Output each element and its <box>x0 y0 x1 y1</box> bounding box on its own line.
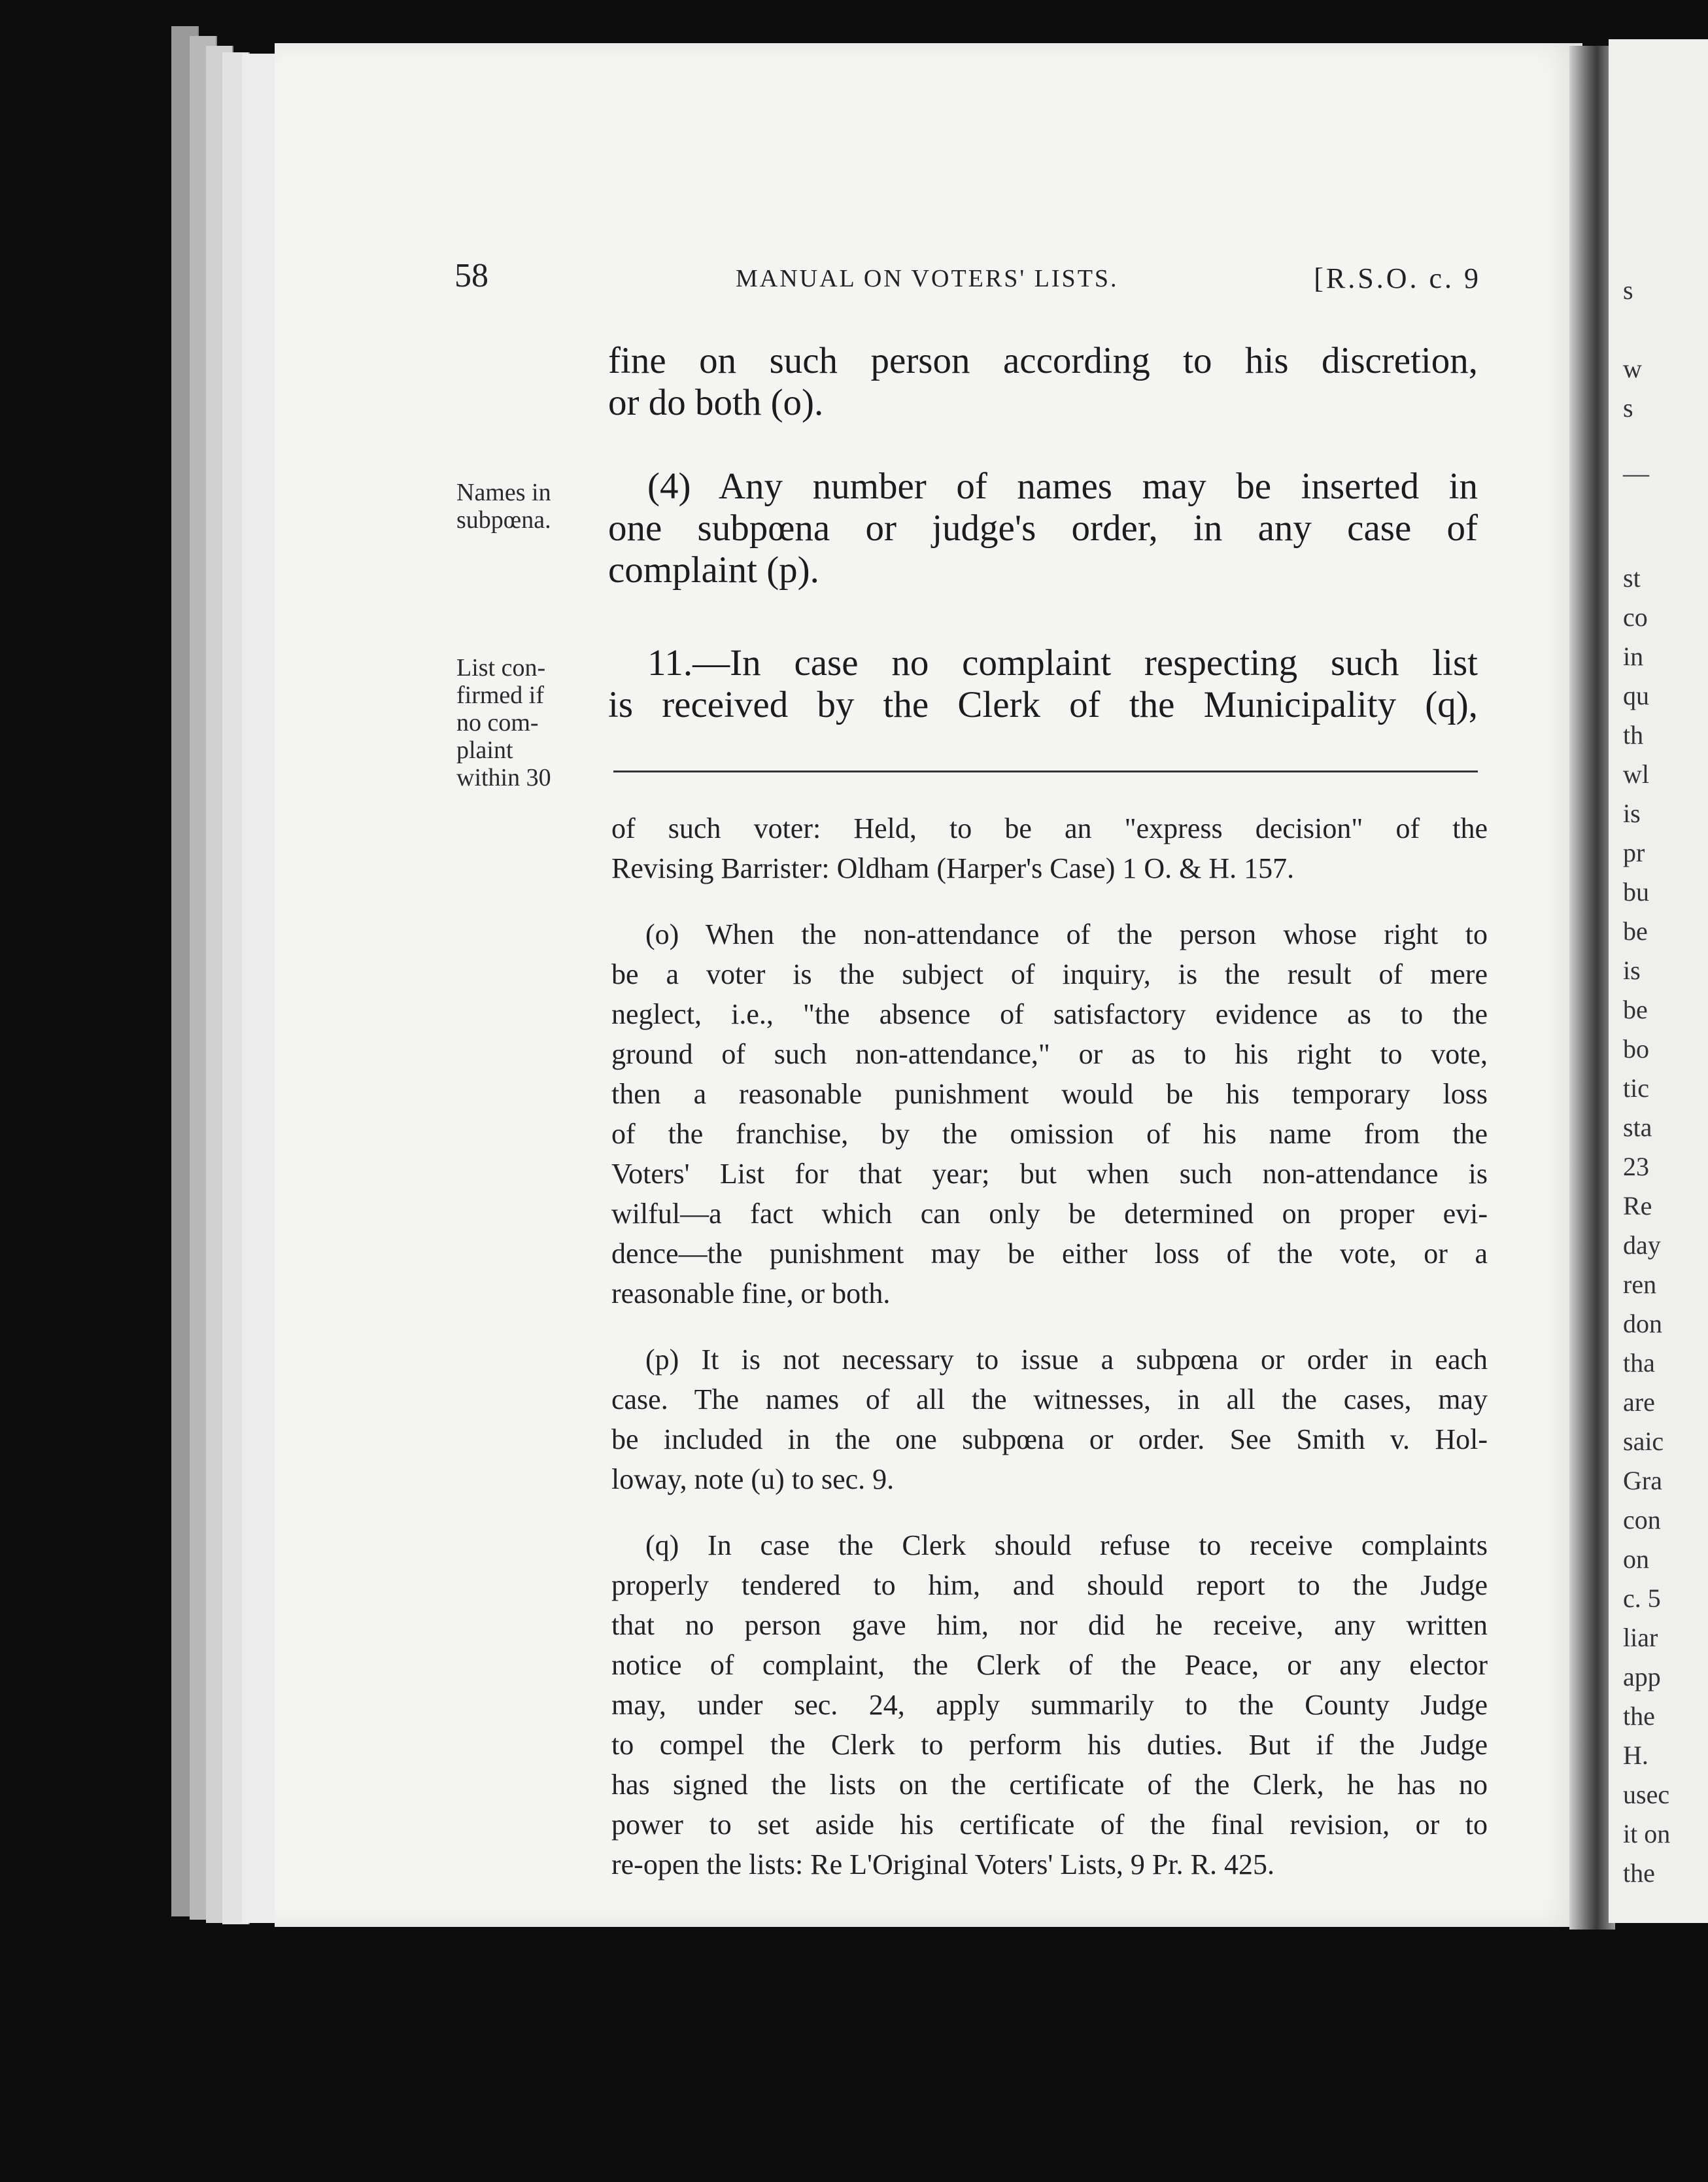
footnote-p <box>611 1340 1488 1499</box>
facing-page-fragment: on <box>1623 1544 1649 1574</box>
margin-note-line: subpœna. <box>456 506 551 534</box>
facing-page-fragment: H. <box>1623 1740 1648 1770</box>
facing-page-fragment: sta <box>1623 1113 1652 1142</box>
text-line: fine on such person according to his discretion, <box>608 340 1478 381</box>
footnote-q <box>611 1525 1488 1884</box>
footnote-line: be included in the one subpœna or order. See Smith v. Hol- <box>611 1423 1488 1455</box>
footnote-line: (q) In case the Clerk should refuse to receive complaints <box>645 1529 1488 1561</box>
facing-page-fragment: c. 5 <box>1623 1584 1661 1613</box>
page-header <box>454 256 1481 302</box>
text-line: is received by the Clerk of the Municipality (q), <box>608 684 1478 725</box>
page-number: 58 <box>454 257 488 294</box>
facing-page <box>1609 39 1708 1923</box>
footnote-line: be a voter is the subject of inquiry, is the result of mere <box>611 958 1488 990</box>
text-line: complaint (p). <box>608 549 819 591</box>
footnote-line: wilful—a fact which can only be determined on proper evi- <box>611 1198 1488 1230</box>
text-line: or do both (o). <box>608 382 824 423</box>
footnote-line: of such voter: Held, to be an "express decision" of the <box>611 812 1488 844</box>
footnote-line: that no person gave him, nor did he receive, any written <box>611 1609 1488 1641</box>
facing-page-fragment: app <box>1623 1662 1661 1691</box>
facing-page-fragment: Re <box>1623 1191 1652 1221</box>
facing-page-fragment: be <box>1623 916 1648 946</box>
facing-page-fragment: day <box>1623 1230 1661 1260</box>
facing-page-fragment: — <box>1623 459 1649 488</box>
text-line: (4) Any number of names may be inserted in <box>647 466 1478 507</box>
main-text-section-11 <box>608 642 1478 726</box>
facing-page-fragment: are <box>1623 1387 1655 1417</box>
footnotes <box>611 808 1488 1911</box>
facing-page-fragment: usec <box>1623 1780 1670 1809</box>
facing-page-fragment: the <box>1623 1858 1655 1888</box>
facing-page-fragment: saic <box>1623 1427 1664 1456</box>
facing-page-fragment: tic <box>1623 1073 1649 1103</box>
margin-note-line: firmed if <box>456 682 545 709</box>
margin-note-names <box>456 479 587 534</box>
footnote-line: has signed the lists on the certificate of the Clerk, he has no <box>611 1769 1488 1801</box>
footnote-line: power to set aside his certificate of the final revision, or to <box>611 1809 1488 1841</box>
facing-page-fragment: st <box>1623 563 1641 593</box>
margin-note-line: plaint <box>456 736 513 764</box>
footnote-line: (o) When the non-attendance of the person whose right to <box>645 918 1488 950</box>
running-title: MANUAL ON VOTERS' LISTS. <box>736 265 1119 292</box>
facing-page-fragment: is <box>1623 799 1641 828</box>
footnote-line: case. The names of all the witnesses, in all the cases, may <box>611 1383 1488 1415</box>
footnote-line: re-open the lists: Re L'Original Voters' Lists, 9 Pr. R. 425. <box>611 1848 1274 1880</box>
footnote-continued <box>611 808 1488 888</box>
facing-page-fragment: is <box>1623 956 1641 985</box>
facing-page-fragment: con <box>1623 1505 1661 1534</box>
footnote-line: then a reasonable punishment would be his temporary loss <box>611 1078 1488 1110</box>
footnote-line: (p) It is not necessary to issue a subpœna or order in each <box>645 1343 1488 1376</box>
footnote-line: reasonable fine, or both. <box>611 1277 891 1309</box>
facing-page-fragment: bo <box>1623 1034 1649 1064</box>
footnote-line: of the franchise, by the omission of his name from the <box>611 1118 1488 1150</box>
facing-page-fragment: bu <box>1623 877 1649 907</box>
facing-page-fragment: liar <box>1623 1623 1658 1652</box>
margin-note-line: within 30 <box>456 764 551 791</box>
facing-page-fragment: don <box>1623 1309 1662 1338</box>
margin-note-line: no com- <box>456 709 539 736</box>
facing-page-fragment: s <box>1623 275 1633 305</box>
section-heading-line: 11.—In case no complaint respecting such list <box>647 642 1478 684</box>
margin-note-list <box>456 654 587 791</box>
facing-page-fragment: Gra <box>1623 1466 1662 1495</box>
facing-page-fragment: the <box>1623 1701 1655 1731</box>
footnote-line: Revising Barrister: Oldham (Harper's Case) 1 O. & H. 157. <box>611 852 1295 884</box>
footnote-rule <box>613 771 1478 772</box>
facing-page-fragment: pr <box>1623 838 1645 867</box>
footnote-line: Voters' List for that year; but when such non-attendance is <box>611 1158 1488 1190</box>
footnote-line: loway, note (u) to sec. 9. <box>611 1463 895 1495</box>
margin-note-line: Names in <box>456 479 551 506</box>
footnote-line: neglect, i.e., "the absence of satisfactory evidence as to the <box>611 998 1488 1030</box>
footnote-line: dence—the punishment may be either loss of the vote, or a <box>611 1238 1488 1270</box>
footnote-line: to compel the Clerk to perform his duties. But if the Judge <box>611 1729 1488 1761</box>
footnote-line: notice of complaint, the Clerk of the Peace, or any elector <box>611 1649 1488 1681</box>
facing-page-fragment: th <box>1623 720 1644 750</box>
facing-page-fragment: s <box>1623 393 1633 423</box>
facing-page-fragment: in <box>1623 642 1644 671</box>
margin-note-line: List con- <box>456 654 546 682</box>
facing-page-fragment: w <box>1623 354 1642 383</box>
footnote-line: properly tendered to him, and should report to the Judge <box>611 1569 1488 1601</box>
footnote-line: may, under sec. 24, apply summarily to the County Judge <box>611 1689 1488 1721</box>
footnote-o <box>611 914 1488 1313</box>
facing-page-fragment: it on <box>1623 1819 1671 1848</box>
facing-page-fragment: be <box>1623 995 1648 1024</box>
main-text-para-1 <box>608 340 1478 424</box>
facing-page-fragment: wl <box>1623 759 1649 789</box>
footnote-line: ground of such non-attendance," or as to his right to vote, <box>611 1038 1488 1070</box>
section-reference: [R.S.O. c. 9 <box>1314 262 1481 294</box>
text-line: one subpœna or judge's order, in any case of <box>608 508 1478 549</box>
facing-page-fragment: co <box>1623 602 1648 632</box>
facing-page-fragment: tha <box>1623 1348 1655 1377</box>
facing-page-fragment: ren <box>1623 1270 1657 1299</box>
facing-page-fragment: qu <box>1623 681 1649 710</box>
facing-page-fragment: 23 <box>1623 1152 1649 1181</box>
main-text-para-2 <box>608 466 1478 591</box>
